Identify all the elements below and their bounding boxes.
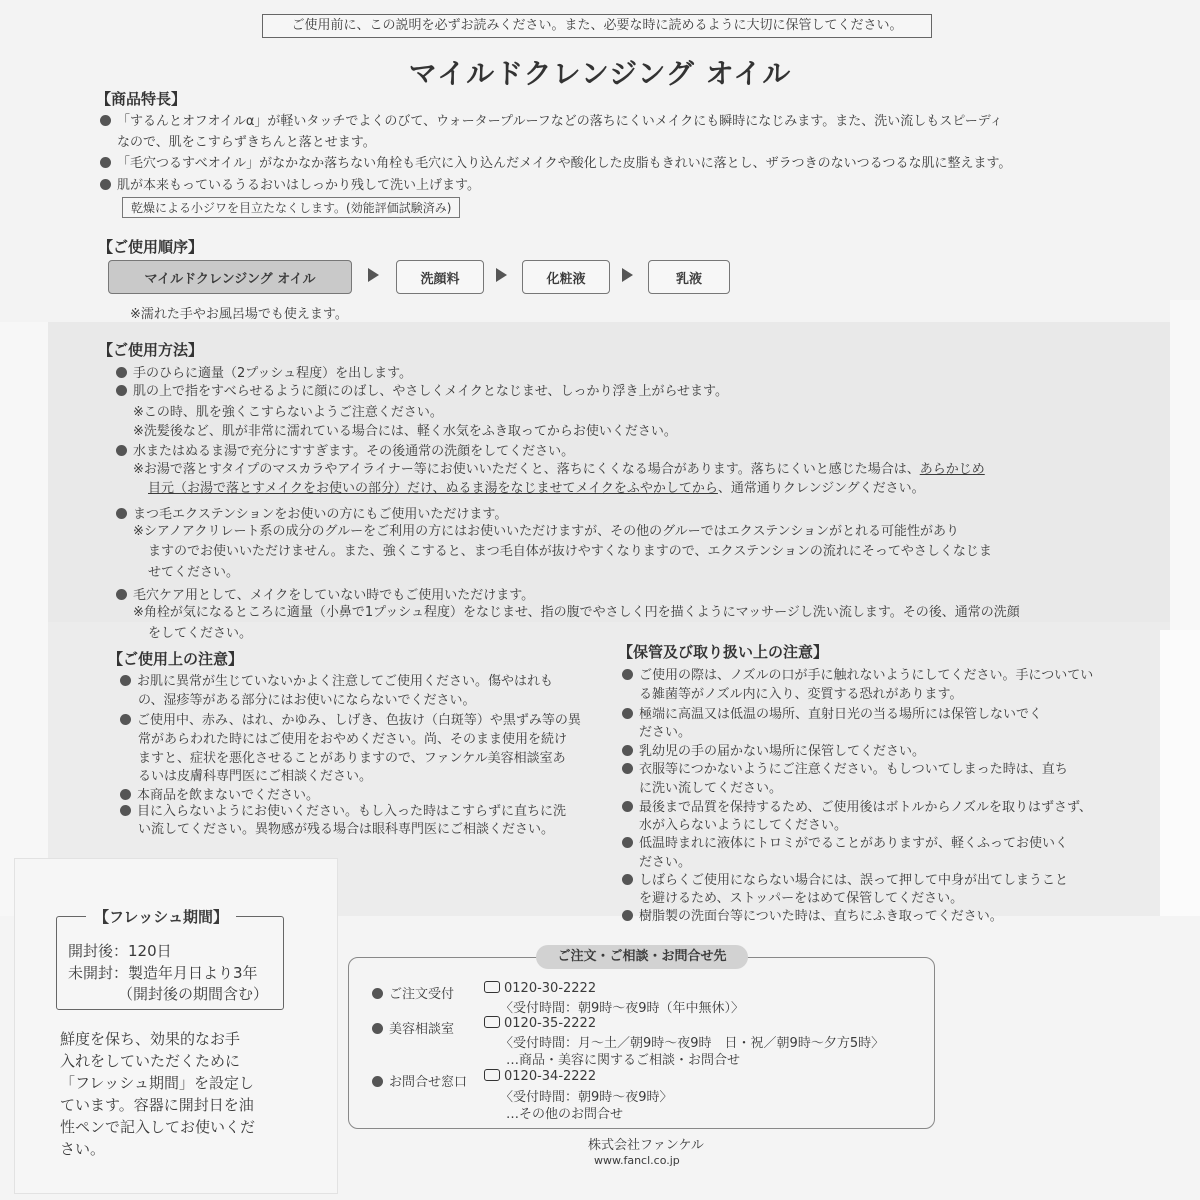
contact-extra: …その他のお問合せ xyxy=(506,1107,624,1122)
storage-line: しばらくご使用にならない場合には、誤って押して中身が出てしまうこと xyxy=(622,869,1068,888)
company-name: 株式会社ファンケル xyxy=(588,1138,704,1153)
contact-extra: …商品・美容に関するご相談・お問合せ xyxy=(506,1053,741,1068)
features-line: 肌が本来もっているうるおいはしっかり残して洗い上げます。 xyxy=(100,174,480,193)
freshness-body-line: 入れをしていただくために xyxy=(60,1052,241,1070)
caution-line: 常があらわれた時にはご使用をおやめください。尚、そのまま使用を続け xyxy=(138,732,568,747)
efficacy-badge: 乾燥による小ジワを目立たなくします。(効能評価試験済み) xyxy=(122,197,460,218)
bullet-icon xyxy=(100,115,111,126)
storage-line: を避けるため、ストッパーをはめて保管してください。 xyxy=(639,891,964,906)
contact-label: ご注文受付 xyxy=(372,983,454,1002)
storage-line: 樹脂製の洗面台等についた時は、直ちにふき取ってください。 xyxy=(622,905,1003,924)
freshness-body-line: さい。 xyxy=(60,1140,106,1158)
contact-heading: ご注文・ご相談・お問合せ先 xyxy=(536,945,748,969)
storage-line: 低温時まれに液体にトロミがでることがありますが、軽くふってお使いく xyxy=(622,832,1068,851)
bullet-icon xyxy=(116,589,127,600)
method-line: ※洗髪後など、肌が非常に濡れている場合には、軽く水気をふき取ってからお使いください。 xyxy=(133,424,677,439)
arrow-right-icon xyxy=(622,268,633,282)
order-heading: 【ご使用順序】 xyxy=(98,238,204,256)
bullet-icon xyxy=(622,763,633,774)
step-lotion: 化粧液 xyxy=(522,260,610,294)
method-line: 水またはぬるま湯で充分にすすぎます。その後通常の洗顔をしてください。 xyxy=(116,440,574,459)
features-line: 「するんとオフオイルα」が軽いタッチでよくのびて、ウォータープルーフなどの落ちにくいメイクにも瞬時になじみます。また、洗い流しもスピーディ xyxy=(100,110,1003,129)
caution-line: 本商品を飲まないでください。 xyxy=(120,784,319,803)
bullet-icon xyxy=(622,874,633,885)
contact-hours: 〈受付時間：月〜土／朝9時〜夜9時 日・祝／朝9時〜夕方5時〉 xyxy=(500,1036,885,1051)
storage-line: ださい。 xyxy=(639,855,692,870)
contact-phone: 0120-30-2222 xyxy=(484,981,596,996)
bullet-icon xyxy=(120,675,131,686)
company-url: www.fancl.co.jp xyxy=(594,1154,680,1167)
method-line: ますのでお使いいただけません。また、強くこすると、まつ毛自体が抜けやすくなりますので、エクステンションの流れにそってやさしくなじま xyxy=(148,544,992,559)
storage-line: ご使用の際は、ノズルの口が手に触れないようにしてください。手についてい xyxy=(622,664,1093,683)
features-line: なので、肌をこすらずきちんと落とせます。 xyxy=(117,135,376,150)
contact-hours: 〈受付時間：朝9時〜夜9時〉 xyxy=(500,1090,673,1105)
method-line: 毛穴ケア用として、メイクをしていない時でもご使用いただけます。 xyxy=(116,584,534,603)
freshness-title: 【フレッシュ期間】 xyxy=(86,906,236,927)
storage-line: に洗い流してください。 xyxy=(639,781,783,796)
bullet-icon xyxy=(120,789,131,800)
order-note: ※濡れた手やお風呂場でも使えます。 xyxy=(130,307,348,322)
method-line: ※シアノアクリレート系の成分のグルーをご利用の方にはお使いいただけますが、その他のグルーではエクステンションがとれる可能性があり xyxy=(133,524,960,539)
arrow-right-icon xyxy=(368,268,379,282)
method-heading: 【ご使用方法】 xyxy=(98,341,204,359)
bullet-icon xyxy=(622,837,633,848)
method-line: ※角栓が気になるところに適量（小鼻で1プッシュ程度）をなじませ、指の腹でやさしく円を描くようにマッサージし洗い流します。その後、通常の洗顔 xyxy=(133,605,1020,620)
freshness-unopened: 未開封：製造年月日より3年 xyxy=(68,964,258,982)
storage-heading: 【保管及び取り扱い上の注意】 xyxy=(618,643,829,661)
product-title: マイルドクレンジング オイル xyxy=(408,57,792,90)
contact-label: 美容相談室 xyxy=(372,1018,454,1037)
bullet-icon xyxy=(622,910,633,921)
phone-icon xyxy=(484,1069,500,1081)
caution-line: るいは皮膚科専門医にご相談ください。 xyxy=(138,769,373,784)
contact-phone: 0120-34-2222 xyxy=(484,1069,596,1084)
freshness-opened: 開封後：120日 xyxy=(68,942,172,960)
bullet-icon xyxy=(372,988,383,999)
storage-line: 衣服等につかないようにご注意ください。もしついてしまった時は、直ち xyxy=(622,758,1068,777)
bullet-icon xyxy=(116,445,127,456)
method-line: ※この時、肌を強くこすらないようご注意ください。 xyxy=(133,405,443,420)
freshness-body-line: 鮮度を保ち、効果的なお手 xyxy=(60,1030,241,1048)
storage-line: 極端に高温又は低温の場所、直射日光の当る場所には保管しないでく xyxy=(622,703,1042,722)
phone-icon xyxy=(484,981,500,993)
storage-line: 乳幼児の手の届かない場所に保管してください。 xyxy=(622,740,925,759)
method-line: 手のひらに適量（2プッシュ程度）を出します。 xyxy=(116,362,412,381)
storage-line: ださい。 xyxy=(639,725,692,740)
bullet-icon xyxy=(622,801,633,812)
bullet-icon xyxy=(372,1023,383,1034)
method-line: ※お湯で落とすタイプのマスカラやアイライナー等にお使いいただくと、落ちにくくなる場合があります。落ちにくいと感じた場合は、あらかじめ xyxy=(133,462,985,477)
features-heading: 【商品特長】 xyxy=(96,90,187,108)
freshness-unopened-note: （開封後の期間含む） xyxy=(118,985,269,1003)
bullet-icon xyxy=(116,385,127,396)
method-line: まつ毛エクステンションをお使いの方にもご使用いただけます。 xyxy=(116,503,507,522)
caution-heading: 【ご使用上の注意】 xyxy=(108,650,244,668)
top-notice: ご使用前に、この説明を必ずお読みください。また、必要な時に読めるように大切に保管してください。 xyxy=(262,14,932,38)
storage-line: 水が入らないようにしてください。 xyxy=(639,818,848,833)
caution-line: お肌に異常が生じていないかよく注意してご使用ください。傷やはれも xyxy=(120,670,553,689)
contact-label: お問合せ窓口 xyxy=(372,1071,467,1090)
storage-line: る雑菌等がノズル内に入り、変質する恐れがあります。 xyxy=(639,687,963,702)
method-line: 肌の上で指をすべらせるように顔にのばし、やさしくメイクとなじませ、しっかり浮き上がらせます。 xyxy=(116,380,728,399)
step-emulsion: 乳液 xyxy=(648,260,730,294)
step-cleansing-oil: マイルドクレンジング オイル xyxy=(108,260,352,294)
bullet-icon xyxy=(622,708,633,719)
freshness-body-line: 性ペンで記入してお使いくだ xyxy=(60,1118,256,1136)
freshness-body-line: ています。容器に開封日を油 xyxy=(60,1096,254,1114)
arrow-right-icon xyxy=(496,268,507,282)
caution-line: の、湿疹等がある部分にはお使いにならないでください。 xyxy=(138,693,476,708)
bullet-icon xyxy=(372,1076,383,1087)
caution-line: ご使用中、赤み、はれ、かゆみ、しげき、色抜け（白斑等）や黒ずみ等の異 xyxy=(120,709,581,728)
bullet-icon xyxy=(116,367,127,378)
method-line: 目元（お湯で落とすメイクをお使いの部分）だけ、ぬるま湯をなじませてメイクをふやかしてから、通常通りクレンジングください。 xyxy=(148,481,925,496)
bullet-icon xyxy=(100,179,111,190)
bullet-icon xyxy=(120,714,131,725)
right-flap xyxy=(1170,300,1200,630)
contact-phone: 0120-35-2222 xyxy=(484,1016,596,1031)
features-line: 「毛穴つるすべオイル」がなかなか落ちない角栓も毛穴に入り込んだメイクや酸化した皮脂もきれいに落とし、ザラつきのないつるつるな肌に整えます。 xyxy=(100,152,1011,171)
bullet-icon xyxy=(622,745,633,756)
bullet-icon xyxy=(622,669,633,680)
freshness-body-line: 「フレッシュ期間」を設定し xyxy=(60,1074,254,1092)
left-fold-strip xyxy=(0,322,48,916)
storage-line: 最後まで品質を保持するため、ご使用後はボトルからノズルを取りはずさず、 xyxy=(622,796,1092,815)
caution-line: 目に入らないようにお使いください。もし入った時はこすらずに直ちに洗 xyxy=(120,800,566,819)
method-line: せてください。 xyxy=(148,565,240,580)
caution-line: い流してください。異物感が残る場合は眼科専門医にご相談ください。 xyxy=(138,822,555,837)
bullet-icon xyxy=(116,508,127,519)
bullet-icon xyxy=(120,805,131,816)
bullet-icon xyxy=(100,157,111,168)
right-flap-lower xyxy=(1160,630,1200,916)
phone-icon xyxy=(484,1016,500,1028)
caution-line: ますと、症状を悪化させることがありますので、ファンケル美容相談室あ xyxy=(138,751,566,766)
step-face-wash: 洗顔料 xyxy=(396,260,484,294)
method-line: をしてください。 xyxy=(148,626,253,641)
contact-hours: 〈受付時間：朝9時〜夜9時（年中無休）〉 xyxy=(500,1001,745,1016)
